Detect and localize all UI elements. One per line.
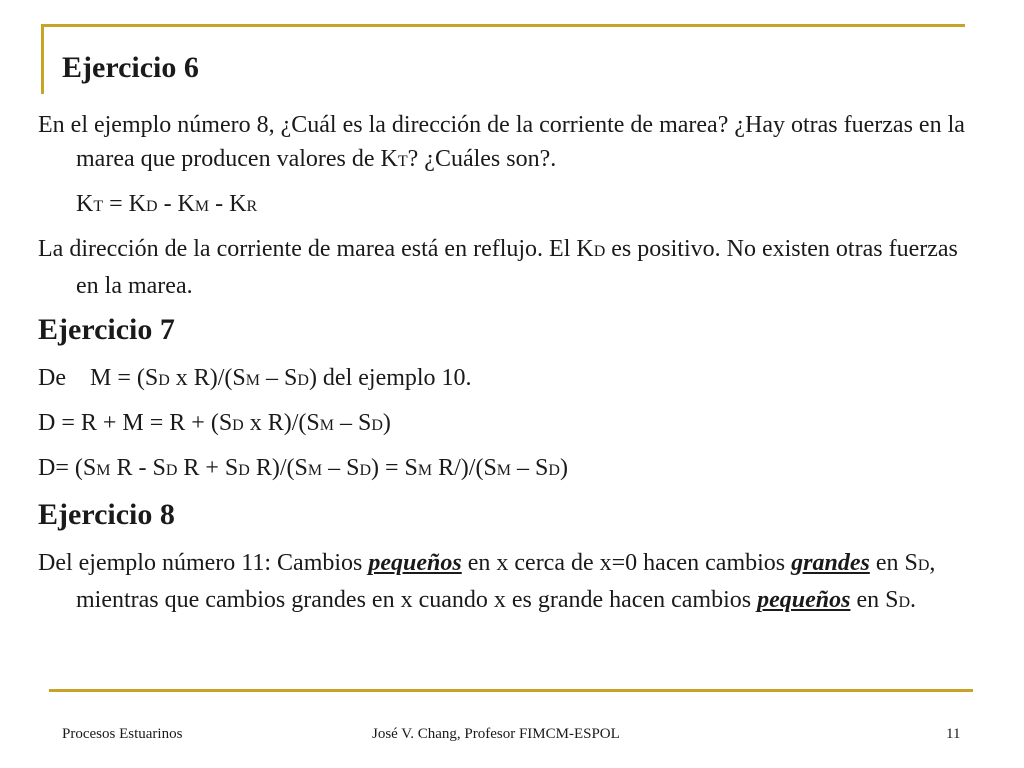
ex7-line-1 [38, 361, 968, 398]
formula-k1: K [76, 191, 94, 217]
ex7-line-2 [38, 406, 968, 443]
ex7-l3-sub-d1: D [165, 462, 178, 479]
ex7-l1-c: – S [260, 365, 298, 391]
ex7-l3-f: ) = S [371, 455, 418, 481]
ex7-l2-sub-m: M [319, 417, 334, 434]
ex6-question-text-1: En el ejemplo número 8, ¿Cuál es la dirección de la corriente de marea? ¿Hay otras fuerzas en la marea que producen valores de K [38, 112, 965, 172]
slide-title: Ejercicio 6 [62, 51, 199, 84]
ex6-answer-text-2: es positivo. No existen otras fuerzas en la marea. [76, 236, 958, 299]
ex8-emphasis-pequenos-1: pequeños [368, 550, 462, 576]
ex7-l3-d: R)/(S [249, 455, 308, 481]
ex7-l3-sub-m3: M [417, 462, 433, 479]
ex7-l2-sub-d2: D [371, 417, 383, 434]
formula-sub-r: R [246, 198, 258, 215]
title-accent-top-line [41, 24, 965, 27]
ex6-question-sub-t: T [397, 153, 408, 170]
ex7-l2-b: x R)/(S [243, 410, 320, 436]
title-accent-vertical-line [41, 24, 44, 94]
ex6-question [38, 108, 968, 179]
ex7-l1-a: M = (S [89, 365, 159, 391]
ex7-l3-sub-d4: D [548, 462, 560, 479]
ex8-text [38, 546, 968, 620]
slide-body [38, 108, 968, 628]
ex7-l1-sub-d: D [158, 372, 170, 389]
footer-page-number: 11 [946, 726, 961, 742]
ex6-formula [38, 187, 968, 224]
formula-k3: - K [157, 191, 195, 217]
ex7-l3-b: R - S [110, 455, 166, 481]
ex8-t6: . [910, 587, 916, 613]
ex8-t4: , mientras que cambios grandes en x cuando x es grande hacen cambios [76, 550, 936, 613]
ex7-l3-i: ) [559, 455, 568, 481]
ex7-line-3 [38, 451, 968, 488]
ex7-l1-sub-m: M [245, 372, 261, 389]
ex8-t1: Del ejemplo número 11: Cambios [38, 550, 369, 576]
ex7-heading: Ejercicio 7 [38, 313, 175, 346]
ex7-l1-de: De [38, 365, 66, 391]
ex8-t3: en S [869, 550, 918, 576]
ex6-answer-sub-d: D [593, 243, 606, 260]
formula-k2: = K [103, 191, 146, 217]
footer-author: José V. Chang, Profesor FIMCM-ESPOL [372, 726, 620, 742]
ex7-l3-e: – S [322, 455, 360, 481]
formula-sub-m: M [194, 198, 210, 215]
footer-accent-line [49, 689, 973, 692]
ex7-l3-h: – S [511, 455, 549, 481]
ex7-l3-c: R + S [177, 455, 239, 481]
ex8-emphasis-grandes: grandes [791, 550, 870, 576]
ex7-l1-sub-d2: D [297, 372, 309, 389]
ex8-t5: en S [850, 587, 899, 613]
formula-k4: - K [209, 191, 247, 217]
formula-sub-t: T [93, 198, 104, 215]
ex7-l2-c: – S [333, 410, 372, 436]
ex6-answer [38, 232, 968, 303]
ex6-answer-text-1: La dirección de la corriente de marea está en reflujo. El K [38, 236, 594, 262]
ex8-sub-d2: D [898, 594, 910, 611]
ex7-l2-d: ) [382, 410, 391, 436]
ex7-l1-b: x R)/(S [169, 365, 246, 391]
ex7-l2-sub-d: D [232, 417, 244, 434]
ex6-question-text-2: ? ¿Cuáles son?. [407, 146, 557, 172]
formula-sub-d: D [146, 198, 158, 215]
ex7-l3-sub-d2: D [238, 462, 250, 479]
ex7-l3-sub-m2: M [307, 462, 323, 479]
ex7-l2-a: D = R + M = R + (S [38, 410, 233, 436]
ex8-t2: en x cerca de x=0 hacen cambios [461, 550, 792, 576]
ex7-l1-d: ) del ejemplo 10. [308, 365, 472, 391]
ex7-l3-sub-m4: M [496, 462, 512, 479]
ex7-l3-a: D= (S [38, 455, 97, 481]
ex7-l3-g: R/)/(S [432, 455, 497, 481]
footer-course-name: Procesos Estuarinos [62, 726, 183, 742]
ex8-emphasis-pequenos-2: pequeños [757, 587, 851, 613]
ex8-sub-d1: D [917, 557, 930, 574]
ex7-l3-sub-m1: M [96, 462, 111, 479]
ex8-heading: Ejercicio 8 [38, 498, 175, 531]
ex7-l3-sub-d3: D [359, 462, 371, 479]
